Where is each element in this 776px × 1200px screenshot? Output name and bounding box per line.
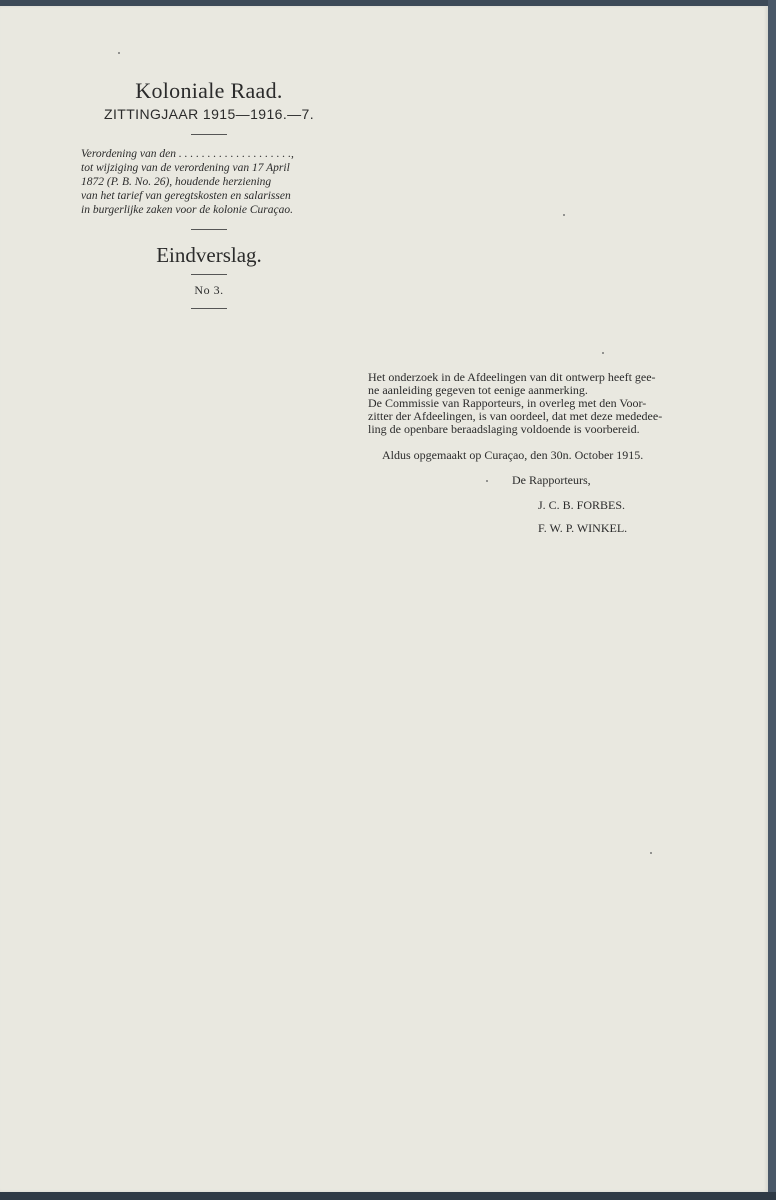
divider	[191, 308, 227, 309]
body-line: ling de openbare beraadslaging voldoende is voorbereid.	[368, 422, 640, 436]
place-date: Aldus opgemaakt op Curaçao, den 30n. October 1915.	[382, 448, 644, 462]
paper-speck	[602, 352, 604, 354]
document-page	[0, 6, 768, 1192]
report-title: Eindverslag.	[156, 243, 262, 267]
paper-speck	[563, 214, 565, 216]
document-header	[70, 78, 348, 319]
paper-speck	[486, 480, 488, 482]
body-line: ne aanleiding gegeven tot eenige aanmerking.	[368, 383, 588, 397]
report-body	[368, 371, 708, 535]
body-line: Het onderzoek in de Afdeelingen van dit ontwerp heeft gee-	[368, 370, 656, 384]
body-line: De Commissie van Rapporteurs, in overleg met den Voor-	[368, 396, 647, 410]
paper-speck	[650, 852, 652, 854]
subject-line: 1872 (P. B. No. 26), houdende herziening	[81, 176, 272, 188]
signatory: F. W. P. WINKEL.	[538, 521, 628, 535]
paper-speck	[118, 52, 120, 54]
council-title: Koloniale Raad.	[135, 78, 283, 103]
subject-text	[81, 147, 337, 217]
session-year: ZITTINGJAAR 1915—1916.—7.	[104, 106, 314, 122]
subject-line: van het tarief van geregtskosten en salarissen	[81, 190, 291, 202]
subject-line: in burgerlijke zaken voor de kolonie Curaçao.	[81, 204, 293, 216]
page-edge	[768, 0, 776, 1200]
subject-line: Verordening van den . . . . . . . . . . . . . . . . . . . .,	[81, 148, 294, 160]
rapporteurs-label: De Rapporteurs,	[512, 473, 591, 487]
divider	[191, 134, 227, 135]
subject-line: tot wijziging van de verordening van 17 April	[81, 162, 290, 174]
divider	[191, 274, 227, 275]
body-line: zitter der Afdeelingen, is van oordeel, dat met deze mededee-	[368, 409, 663, 423]
divider	[191, 229, 227, 230]
report-number: No 3.	[194, 283, 224, 297]
signatory: J. C. B. FORBES.	[538, 498, 626, 512]
page-edge	[0, 1192, 776, 1200]
